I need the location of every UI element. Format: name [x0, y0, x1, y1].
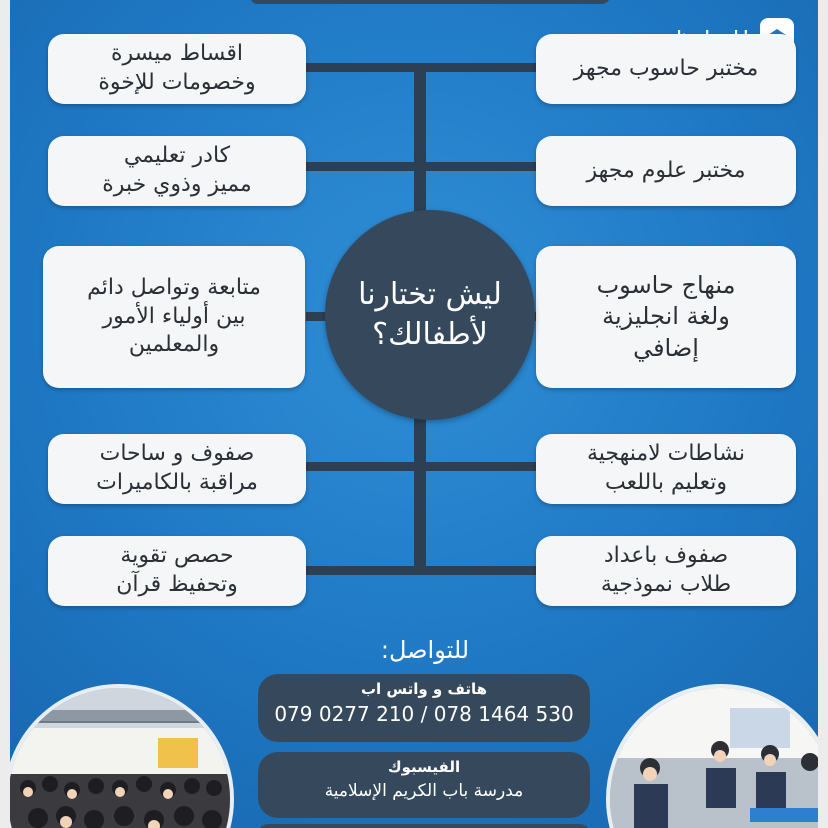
feature-card-activities: [536, 434, 796, 504]
feature-card-text: مختبر حاسوب مجهز: [573, 55, 759, 81]
phone-label: هاتف و واتس اب: [360, 680, 488, 698]
facebook-pill: [258, 752, 590, 818]
why-choose-us-circle: [325, 210, 535, 420]
feature-card-text: اقساط ميسرة وخصومات للإخوة: [98, 41, 256, 95]
feature-card-text: صفوف باعداد طلاب نموذجية: [600, 543, 732, 597]
connector-row-1: [306, 63, 552, 72]
feature-card-cameras: [48, 434, 306, 504]
feature-card-installments: [48, 34, 306, 104]
feature-card-science-lab: [536, 136, 796, 206]
next-contact-pill: [258, 824, 590, 828]
contact-title: للتواصل:: [380, 636, 470, 664]
feature-card-text: حصص تقوية وتحفيظ قرآن: [116, 543, 238, 597]
feature-card-text: منهاج حاسوب ولغة انجليزية إضافي: [596, 271, 736, 362]
connector-row-2: [306, 162, 552, 171]
feature-card-text: صفوف و ساحات مراقبة بالكاميرات: [96, 441, 258, 495]
feature-card-text: مختبر علوم مجهز: [586, 157, 746, 183]
classroom-photo: [606, 684, 818, 828]
feature-card-curriculum: [536, 246, 796, 388]
page-frame-left: [0, 0, 10, 828]
top-banner-edge: [250, 0, 610, 4]
phone-pill: [258, 674, 590, 742]
feature-card-parent-followup: [43, 246, 305, 388]
why-choose-us-title: ليش تختارنا لأطفالك؟: [358, 276, 502, 352]
phone-value: 079 0277 210 / 078 1464 530: [274, 702, 574, 726]
connector-row-5: [306, 566, 552, 575]
feature-card-class-size: [536, 536, 796, 606]
facebook-value: مدرسة باب الكريم الإسلامية: [324, 781, 524, 801]
students-playground-photo: [10, 684, 234, 828]
feature-card-text: متابعة وتواصل دائم بين أولياء الأمور والمعلمين: [87, 275, 261, 358]
facebook-label: الفيسبوك: [387, 758, 461, 776]
poster: [10, 0, 818, 828]
feature-card-text: كادر تعليمي مميز وذوي خبرة: [102, 143, 252, 197]
feature-card-computer-lab: [536, 34, 796, 104]
feature-card-quran: [48, 536, 306, 606]
page-frame-right: [818, 0, 828, 828]
feature-card-text: نشاطات لامنهجية وتعليم باللعب: [586, 441, 746, 495]
feature-card-staff: [48, 136, 306, 206]
connector-row-4: [306, 462, 552, 471]
